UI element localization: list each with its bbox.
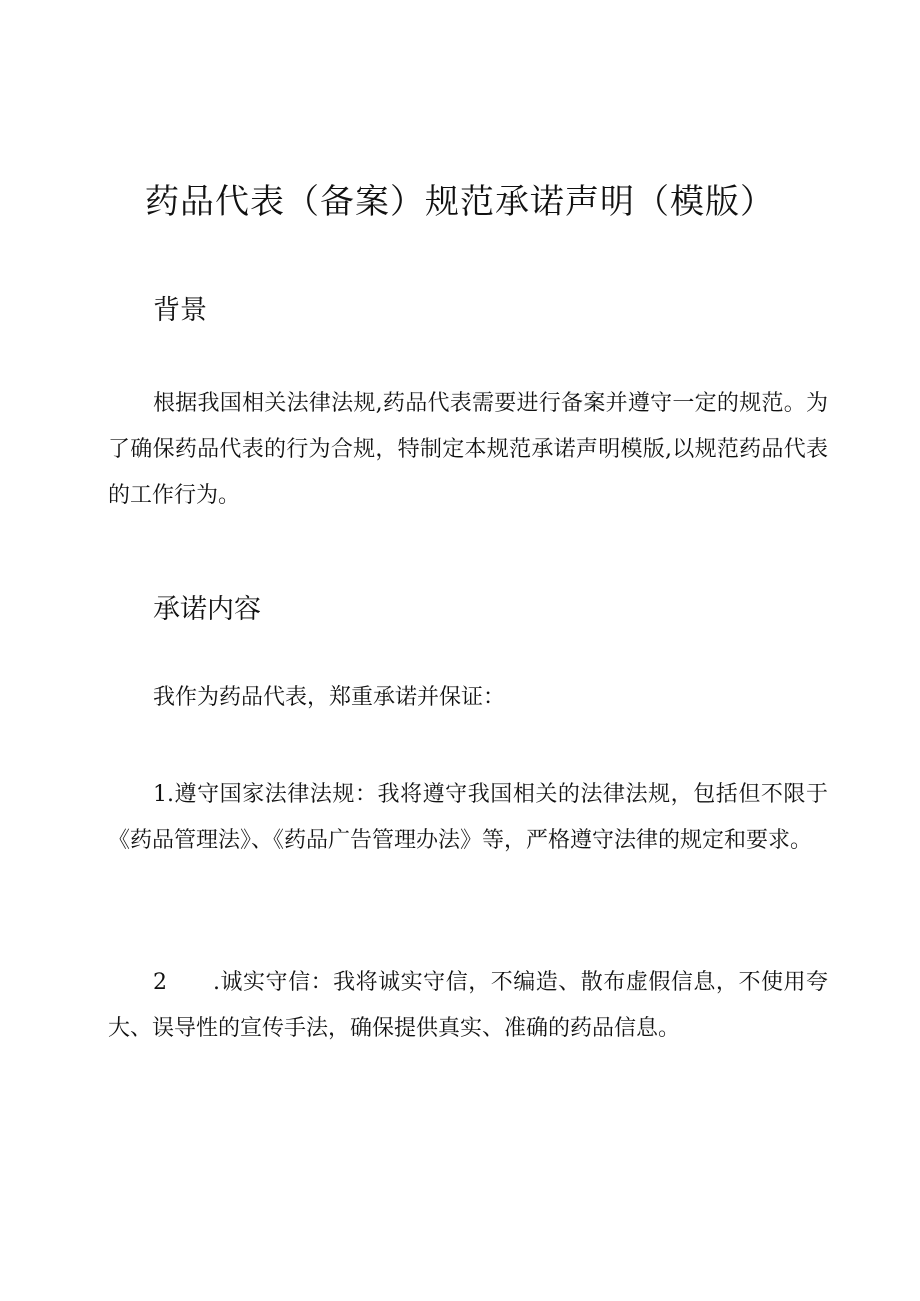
background-paragraph: 根据我国相关法律法规,药品代表需要进行备案并遵守一定的规范。为了确保药品代表的行为合规，特制定本规范承诺声明模版,以规范药品代表的工作行为。 <box>108 391 828 508</box>
commitment-item-2 <box>108 960 828 1052</box>
commitment-intro: 我作为药品代表，郑重承诺并保证： <box>153 685 506 710</box>
section-heading-commitment: 承诺内容 <box>153 594 261 625</box>
item-1-number: 1. <box>153 782 174 807</box>
commitment-item-1 <box>108 772 828 864</box>
document-title: 药品代表（备案）规范承诺声明（模版） <box>145 182 775 222</box>
item-2-number: 2 <box>153 970 167 995</box>
section-heading-background: 背景 <box>153 295 207 326</box>
item-1-text: 遵守国家法律法规：我将遵守我国相关的法律法规，包括但不限于《药品管理法》、《药品广告管理办法》等，严格遵守法律的规定和要求。 <box>108 782 828 853</box>
item-2-text: .诚实守信：我将诚实守信，不编造、散布虚假信息，不使用夸大、误导性的宣传手法，确保提供真实、准确的药品信息。 <box>108 970 828 1041</box>
